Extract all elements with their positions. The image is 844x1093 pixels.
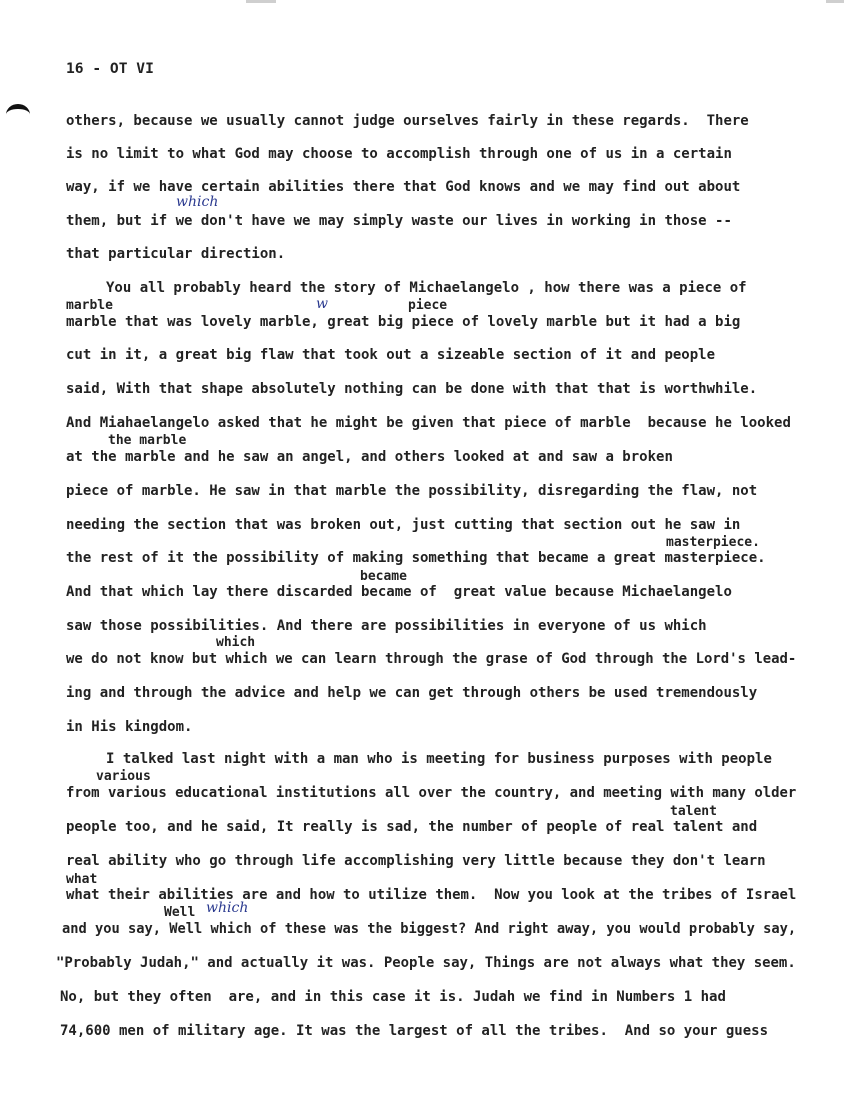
scan-edge-mark [246,0,276,3]
text-line: needing the section that was broken out, just cutting that section out he saw in [66,517,741,533]
interlinear-correction: Well [164,905,196,920]
handwritten-note: w [316,296,328,312]
text-line: You all probably heard the story of Michaelangelo , how there was a piece of [106,280,747,296]
interlinear-correction: the marble [108,433,187,448]
text-line: we do not know but which we can learn through the grase of God through the Lord's lead- [66,651,797,667]
text-line: And that which lay there discarded became of great value because Michaelangelo [66,584,732,600]
text-line: that particular direction. [66,246,286,262]
interlinear-correction: which [216,635,256,650]
text-line: cut in it, a great big flaw that took out a sizeable section of it and people [66,347,716,363]
handwritten-note: which [206,900,249,916]
text-line: from various educational institutions all over the country, and meeting with many older [66,785,797,801]
text-line: at the marble and he saw an angel, and others looked at and saw a broken [66,449,673,465]
interlinear-correction: what [66,872,98,887]
text-line: is no limit to what God may choose to accomplish through one of us in a certain [66,146,732,162]
scan-edge-mark [826,0,844,3]
interlinear-correction: various [96,769,151,784]
text-line: said, With that shape absolutely nothing can be done with that that is worthwhile. [66,381,758,397]
handwritten-note: which [176,194,219,210]
text-line: And Miahaelangelo asked that he might be given that piece of marble because he looked [66,415,791,431]
text-line: "Probably Judah," and actually it was. People say, Things are not always what they seem. [56,955,796,971]
text-line: others, because we usually cannot judge ourselves fairly in these regards. There [66,113,749,129]
text-line: real ability who go through life accomplishing very little because they don't learn [66,853,766,869]
text-line: them, but if we don't have we may simply waste our lives in working in those -- [66,213,732,229]
interlinear-correction: became [360,569,407,584]
text-line: saw those possibilities. And there are possibilities in everyone of us which [66,618,707,634]
text-line: and you say, Well which of these was the biggest? And right away, you would probably say, [62,921,797,937]
text-line: piece of marble. He saw in that marble the possibility, disregarding the flaw, not [66,483,758,499]
interlinear-correction: talent [670,804,717,819]
text-line: marble that was lovely marble, great big piece of lovely marble but it had a big [66,314,741,330]
page-header: 16 - OT VI [66,60,154,77]
interlinear-correction: masterpiece. [666,535,760,550]
text-line: in His kingdom. [66,719,193,735]
text-line: ing and through the advice and help we can get through others be used tremendously [66,685,758,701]
text-line: way, if we have certain abilities there that God knows and we may find out about [66,179,741,195]
interlinear-correction: piece [408,298,448,313]
text-line: what their abilities are and how to utilize them. Now you look at the tribes of Israel [66,887,797,903]
text-line: No, but they often are, and in this case it is. Judah we find in Numbers 1 had [60,989,726,1005]
text-line: people too, and he said, It really is sad, the number of people of real talent and [66,819,758,835]
interlinear-correction: marble [66,298,113,313]
ink-blot-mark [6,104,30,125]
text-line: the rest of it the possibility of making something that became a great masterpiece. [66,550,766,566]
text-line: 74,600 men of military age. It was the largest of all the tribes. And so your guess [60,1023,769,1039]
text-line: I talked last night with a man who is meeting for business purposes with people [106,751,772,767]
